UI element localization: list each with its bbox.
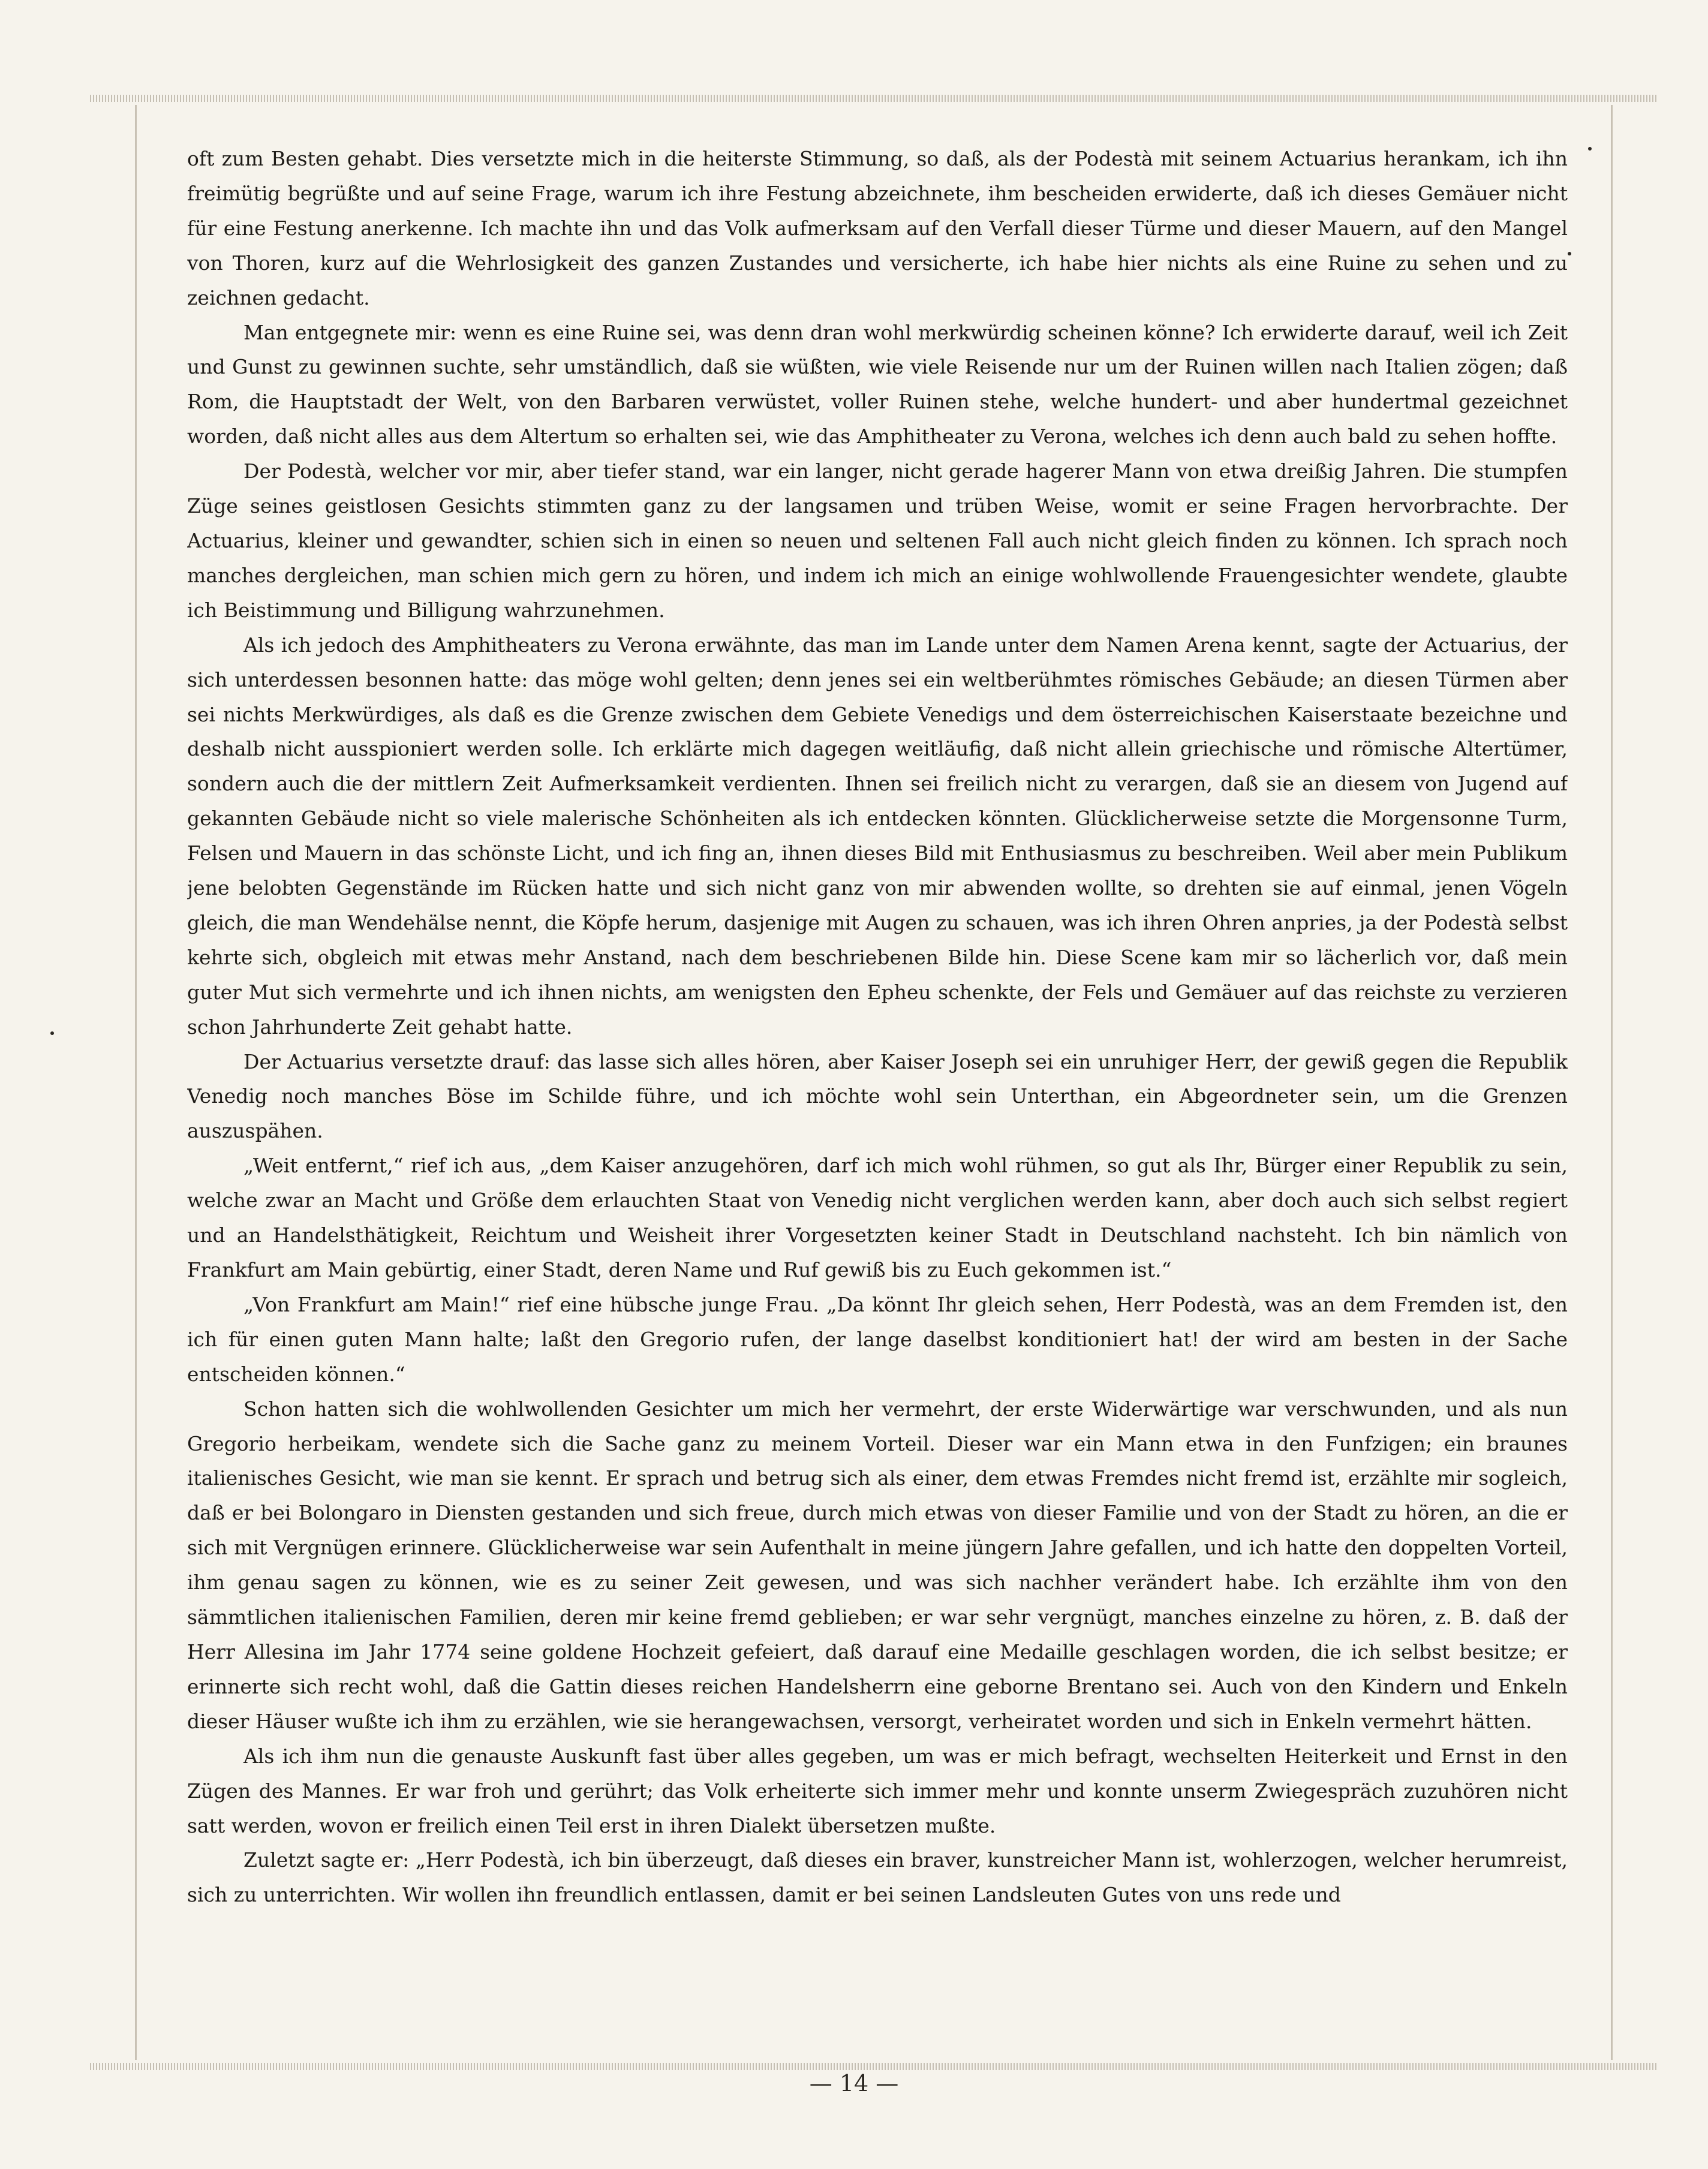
print-speck <box>1568 252 1571 255</box>
right-margin-line <box>1611 105 1613 2060</box>
paragraph: Man entgegnete mir: wenn es eine Ruine sei, was denn dran wohl merkwürdig scheinen könne? Ich erwiderte darauf, weil ich Zeit und Gunst zu gewinnen suchte, sehr umständlich, daß sie wüßten, wie viele Reisende nur um der Ruinen willen nach Italien zögen; daß Rom, die Hauptstadt der Welt, von den Barbaren verwüstet, voller Ruinen stehe, welche hundert- und aber hundertmal gezeichnet worden, daß nicht alles aus dem Altertum so erhalten sei, wie das Amphitheater zu Verona, welches ich denn auch bald zu sehen hoffte. <box>187 320 1568 449</box>
paragraph: Als ich jedoch des Amphitheaters zu Verona erwähnte, das man im Lande unter dem Namen Arena kennt, sagte der Actuarius, der sich unterdessen besonnen hatte: das möge wohl gelten; denn jenes sei ein weltberühmtes römisches Gebäude; an diesen Türmen aber sei nichts Merkwürdiges, als daß es die Grenze zwischen dem Gebiete Venedigs und dem österreichischen Kaiserstaate bezeichne und deshalb nicht ausspioniert werden solle. Ich erklärte mich dagegen weitläufig, daß nicht allein griechische und römische Altertümer, sondern auch die der mittlern Zeit Aufmerksamkeit verdienten. Ihnen sei freilich nicht zu verargen, daß sie an diesem von Jugend auf gekannten Gebäude nicht so viele malerische Schönheiten als ich entdecken könnten. Glücklicherweise setzte die Morgensonne Turm, Felsen und Mauern in das schönste Licht, und ich fing an, ihnen dieses Bild mit Enthusiasmus zu beschreiben. Weil aber mein Publikum jene belobten Gegenstände im Rücken hatte und sich nicht ganz von mir abwenden wollte, so drehten sie auf einmal, jenen Vögeln gleich, die man Wendehälse nennt, die Köpfe herum, dasjenige mit Augen zu schauen, was ich ihren Ohren anpries, ja der Podestà selbst kehrte sich, obgleich mit etwas mehr Anstand, nach dem beschriebenen Bilde hin. Diese Scene kam mir so lächerlich vor, daß mein guter Mut sich vermehrte und ich ihnen nichts, am wenigsten den Epheu schenkte, der Fels und Gemäuer auf das reichste zu verzieren schon Jahrhunderte Zeit gehabt hatte. <box>187 633 1568 1039</box>
page-number: — 14 — <box>809 2070 899 2096</box>
paragraph: oft zum Besten gehabt. Dies versetzte mich in die heiterste Stimmung, so daß, als der Podestà mit seinem Actuarius herankam, ich ihn freimütig begrüßte und auf seine Frage, warum ich ihre Festung abzeichnete, ihm bescheiden erwiderte, daß ich dieses Gemäuer nicht für eine Festung anerkenne. Ich machte ihn und das Volk aufmerksam auf den Verfall dieser Türme und dieser Mauern, auf den Mangel von Thoren, kurz auf die Wehrlosigkeit des ganzen Zustandes und versicherte, ich habe hier nichts als eine Ruine zu sehen und zu zeichnen gedacht. <box>187 147 1568 309</box>
paragraph: Als ich ihm nun die genauste Auskunft fast über alles gegeben, um was er mich befragt, wechselten Heiterkeit und Ernst in den Zügen des Mannes. Er war froh und gerührt; das Volk erheiterte sich immer mehr und konnte unserm Zwiegespräch zuzuhören nicht satt werden, wovon er freilich einen Teil erst in ihren Dialekt übersetzen mußte. <box>187 1744 1568 1837</box>
paragraph: Schon hatten sich die wohlwollenden Gesichter um mich her vermehrt, der erste Widerwärtige war verschwunden, und als nun Gregorio herbeikam, wendete sich die Sache ganz zu meinem Vorteil. Dieser war ein Mann etwa in den Funfzigen; ein braunes italienisches Gesicht, wie man sie kennt. Er sprach und betrug sich als einer, dem etwas Fremdes nicht fremd ist, erzählte mir sogleich, daß er bei Bolongaro in Diensten gestanden und sich freue, durch mich etwas von dieser Familie und von der Stadt zu hören, an die er sich mit Vergnügen erinnere. Glücklicherweise war sein Aufenthalt in meine jüngern Jahre gefallen, und ich hatte den doppelten Vorteil, ihm genau sagen zu können, wie es zu seiner Zeit gewesen, und was sich nachher verändert habe. Ich erzählte ihm von den sämmtlichen italienischen Familien, deren mir keine fremd geblieben; er war sehr vergnügt, manches einzelne zu hören, z. B. daß der Herr Allesina im Jahr 1774 seine goldene Hochzeit gefeiert, daß darauf eine Medaille geschlagen worden, die ich selbst besitze; er erinnerte sich recht wohl, daß die Gattin dieses reichen Handelsherrn eine geborne Brentano sei. Auch von den Kindern und Enkeln dieser Häuser wußte ich ihm zu erzählen, wie sie herangewachsen, versorgt, verheiratet worden und sich in Enkeln vermehrt hätten. <box>187 1397 1568 1733</box>
print-speck <box>50 1031 54 1035</box>
bottom-ornamental-rule <box>90 2063 1658 2070</box>
body-text <box>187 142 1568 2018</box>
left-margin-line <box>135 105 137 2060</box>
paragraph: Der Actuarius versetzte drauf: das lasse sich alles hören, aber Kaiser Joseph sei ein unruhiger Herr, der gewiß gegen die Republik Venedig noch manches Böse im Schilde führe, und ich möchte wohl sein Unterthan, ein Abgeordneter sein, um die Grenzen auszuspähen. <box>187 1049 1568 1143</box>
top-ornamental-rule <box>90 95 1658 102</box>
paragraph: Zuletzt sagte er: „Herr Podestà, ich bin überzeugt, daß dieses ein braver, kunstreicher Mann ist, wohlerzogen, welcher herumreist, sich zu unterrichten. Wir wollen ihn freundlich entlassen, damit er bei seinen Landsleuten Gutes von uns rede und <box>187 1848 1568 1907</box>
paragraph: „Von Frankfurt am Main!“ rief eine hübsche junge Frau. „Da könnt Ihr gleich sehen, Herr Podestà, was an dem Fremden ist, den ich für einen guten Mann halte; laßt den Gregorio rufen, der lange daselbst konditioniert hat! der wird am besten in der Sache entscheiden können.“ <box>187 1292 1568 1386</box>
print-speck <box>1588 147 1592 151</box>
paragraph: Der Podestà, welcher vor mir, aber tiefer stand, war ein langer, nicht gerade hagerer Mann von etwa dreißig Jahren. Die stumpfen Züge seines geistlosen Gesichts stimmten ganz zu der langsamen und trüben Weise, womit er seine Fragen hervorbrachte. Der Actuarius, kleiner und gewandter, schien sich in einen so neuen und seltenen Fall auch nicht gleich finden zu können. Ich sprach noch manches dergleichen, man schien mich gern zu hören, und indem ich mich an einige wohlwollende Frauengesichter wendete, glaubte ich Beistimmung und Billigung wahrzunehmen. <box>187 459 1568 622</box>
paragraph: „Weit entfernt,“ rief ich aus, „dem Kaiser anzugehören, darf ich mich wohl rühmen, so gut als Ihr, Bürger einer Republik zu sein, welche zwar an Macht und Größe dem erlauchten Staat von Venedig nicht verglichen werden kann, aber doch auch sich selbst regiert und an Handelsthätigkeit, Reichtum und Weisheit ihrer Vorgesetzten keiner Stadt in Deutschland nachsteht. Ich bin nämlich von Frankfurt am Main gebürtig, einer Stadt, deren Name und Ruf gewiß bis zu Euch gekommen ist.“ <box>187 1154 1568 1281</box>
